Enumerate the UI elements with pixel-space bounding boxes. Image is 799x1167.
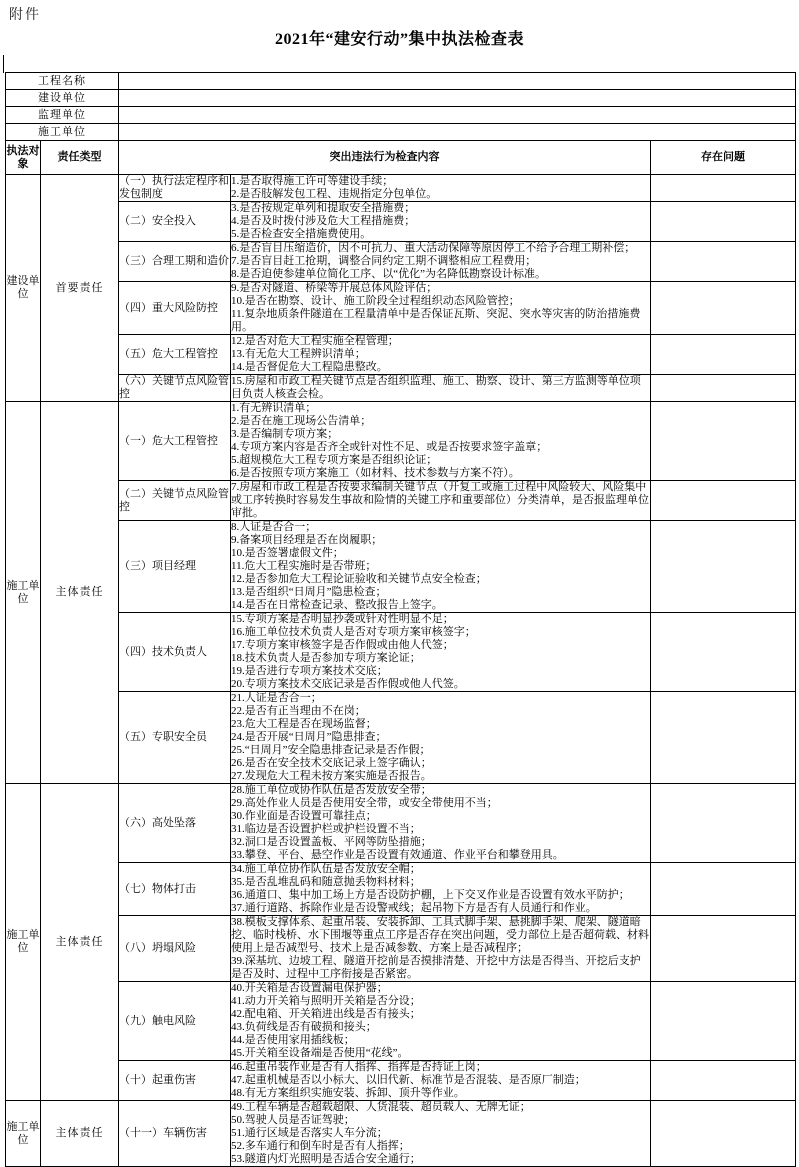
check-row	[6, 402, 796, 481]
check-item: 24.是否开展“日周月”隐患排查；	[231, 731, 387, 743]
check-item: 7.房屋和市政工程是否按要求编制关键节点（开复工或施工过程中风险较大、风险集中或工序转换时容易发生事故和险情的关键工序和重要部位）分类清单，是否报监理单位审批。	[231, 481, 649, 519]
category-cell: （二）安全投入	[119, 202, 231, 242]
items-cell	[231, 1101, 651, 1167]
info-label: 建设单位	[6, 90, 119, 107]
check-item: 3.是否编制专项方案；	[231, 428, 339, 440]
header-duty: 责任类型	[41, 141, 119, 175]
items-cell	[231, 402, 651, 481]
check-item: 49.工程车辆是否超载超限、人货混装、超员载人、无牌无证；	[231, 1101, 531, 1113]
check-item: 23.危大工程是否在现场监督；	[231, 718, 377, 730]
check-row	[6, 692, 796, 784]
duty-cell: 主体责任	[41, 402, 119, 784]
check-item: 22.是否有正当理由不在岗；	[231, 705, 366, 717]
table-edge-artifact	[3, 55, 4, 73]
check-item: 47.起重机械是否以小标大、以旧代新、标准节是否混装、是否原厂制造；	[231, 1074, 586, 1086]
category-cell: （四）技术负责人	[119, 613, 231, 692]
check-item: 14.是否在日常检查记录、整改报告上签字。	[231, 599, 443, 611]
category-cell: （六）高处坠落	[119, 784, 231, 863]
check-row	[6, 521, 796, 613]
category-cell: （一）危大工程管控	[119, 402, 231, 481]
check-item: 51.通行区域是否落实人车分流；	[231, 1127, 388, 1139]
info-value	[119, 73, 796, 90]
check-item: 14.是否督促危大工程隐患整改。	[231, 361, 388, 373]
check-item: 48.有无方案组织实施安装、拆卸、顶升等作业。	[231, 1087, 465, 1099]
check-row	[6, 916, 796, 982]
category-cell: （一）执行法定程序和发包制度	[119, 175, 229, 200]
check-item: 3.是否按规定单列和提取安全措施费；	[231, 202, 416, 214]
check-item: 26.是否在安全技术交底记录上签字确认；	[231, 757, 432, 769]
check-item: 18.技术负责人是否参加专项方案论证；	[231, 652, 421, 664]
category-cell: （八）坍塌风险	[119, 916, 231, 982]
check-item: 11.危大工程实施时是否带班；	[231, 560, 377, 572]
target-cell: 施工单位	[6, 1101, 41, 1167]
check-item: 45.开关箱至设备端是否使用“花线”。	[231, 1047, 409, 1059]
check-item: 9.备案项目经理是否在岗履职；	[231, 534, 383, 546]
check-item: 20.专项方案技术交底记录是否作假或他人代签。	[231, 678, 465, 690]
category-cell: （九）触电风险	[119, 982, 231, 1061]
check-row	[6, 202, 796, 242]
check-item: 12.是否参加危大工程论证验收和关键节点安全检查；	[231, 573, 487, 585]
check-item: 13.是否组织“日周月”隐患检查；	[231, 586, 387, 598]
category-cell: （六）关键节点风险管控	[119, 375, 229, 400]
check-item: 32.洞口是否设置盖板、平网等防坠措施；	[231, 836, 432, 848]
check-item: 31.临边是否设置护栏或护栏设置不当；	[231, 823, 421, 835]
issue-cell	[651, 282, 796, 335]
issue-cell	[651, 692, 796, 784]
check-item: 17.专项方案审核签字是否作假或由他人代签；	[231, 639, 454, 651]
info-value	[119, 124, 796, 141]
duty-cell: 主体责任	[41, 784, 119, 1101]
check-item: 50.驾驶人员是否证驾驶；	[231, 1114, 355, 1126]
category-cell: （三）项目经理	[119, 521, 231, 613]
info-row	[6, 90, 796, 107]
issue-cell	[651, 863, 796, 916]
items-cell	[231, 375, 651, 402]
target-cell: 施工单位	[6, 402, 41, 784]
check-item: 28.施工单位或协作队伍是否发放安全带；	[231, 784, 432, 796]
check-item: 8.是否迫使参建单位简化工序、以“优化”为名降低勘察设计标准。	[231, 268, 547, 280]
check-item: 2.是否肢解发包工程、违规指定分包单位。	[231, 188, 438, 200]
check-item: 9.是否对隧道、桥梁等开展总体风险评估；	[231, 282, 438, 294]
check-item: 27.发现危大工程未按方案实施是否报告。	[231, 770, 432, 782]
check-item: 21.人证是否合一；	[231, 692, 322, 704]
check-item: 10.是否签署虚假文件；	[231, 547, 344, 559]
duty-cell: 首要责任	[41, 175, 119, 402]
check-item: 53.隧道内灯光照明是否适合安全通行；	[231, 1153, 421, 1165]
check-item: 7.是否盲目赶工抢期，调整合同约定工期不调整相应工程费用；	[231, 255, 537, 267]
check-item: 1.有无辨识清单；	[231, 402, 317, 414]
check-item: 30.作业面是否设置可靠挂点；	[231, 810, 377, 822]
check-item: 15.房屋和市政工程关键节点是否组织监理、施工、勘察、设计、第三方监测等单位项目负责人核查会检。	[231, 375, 641, 400]
check-item: 33.攀登、平台、悬空作业是否设置有效通道、作业平台和攀登用具。	[231, 849, 564, 861]
issue-cell	[651, 521, 796, 613]
header-issues: 存在问题	[651, 141, 796, 175]
items-cell	[231, 692, 651, 784]
issue-cell	[651, 613, 796, 692]
check-item: 2.是否在施工现场公告清单；	[231, 415, 372, 427]
check-item: 19.是否进行专项方案技术交底；	[231, 665, 388, 677]
check-item: 52.多车通行和倒车时是否有人指挥；	[231, 1140, 410, 1152]
category-cell: （十一）车辆伤害	[119, 1101, 231, 1167]
check-item: 11.复杂地质条件隧道在工程量清单中是否保证瓦斯、突泥、突水等灾害的防治措施费用。	[231, 308, 641, 333]
check-item: 37.通行道路、拆除作业是否设警戒线；起吊物下方是否有人员通行和作业。	[231, 902, 597, 914]
issue-cell	[651, 1101, 796, 1167]
check-row	[6, 175, 796, 202]
items-cell	[231, 916, 651, 982]
check-row	[6, 982, 796, 1061]
info-label: 监理单位	[6, 107, 119, 124]
check-row	[6, 335, 796, 375]
info-value	[119, 90, 796, 107]
info-row	[6, 107, 796, 124]
check-item: 25.“日周月”安全隐患排查记录是否作假；	[231, 744, 431, 756]
items-cell	[231, 335, 651, 375]
check-item: 40.开关箱是否设置漏电保护器；	[231, 982, 388, 994]
check-item: 10.是否在勘察、设计、施工阶段全过程组织动态风险管控；	[231, 295, 520, 307]
target-cell: 建设单位	[6, 175, 41, 402]
items-cell	[231, 242, 651, 282]
check-item: 35.是否乱堆乱码和随意抛丢物料材料；	[231, 876, 421, 888]
check-item: 4.专项方案内容是否齐全或针对性不足、或是否按要求签字盖章；	[231, 441, 548, 453]
check-item: 34.施工单位协作队伍是否发放安全帽；	[231, 863, 421, 875]
check-item: 41.动力开关箱与照明开关箱是否分设；	[231, 995, 421, 1007]
check-row	[6, 242, 796, 282]
category-cell: （二）关键节点风险管控	[119, 481, 231, 521]
check-item: 46.起重吊装作业是否有人指挥、指挥是否持证上岗；	[231, 1061, 487, 1073]
items-cell	[231, 521, 651, 613]
category-cell: （五）危大工程管控	[119, 335, 231, 375]
issue-cell	[651, 375, 796, 402]
check-row	[6, 282, 796, 335]
duty-cell: 主体责任	[41, 1101, 119, 1167]
check-item: 38.模板支撑体系、起重吊装、安装拆卸、工具式脚手架、悬挑脚手架、爬架、隧道暗挖、临时栈桥、水下围堰等重点工序是否存在突出问题，受力部位上是否超荷载、材料使用上是否减型号、技术上是否减参数、方案上是否减程序；	[231, 916, 649, 954]
check-item: 6.是否按照专项方案施工（如材料、技术参数与方案不符）。	[231, 467, 520, 479]
items-cell	[231, 481, 651, 521]
issue-cell	[651, 335, 796, 375]
issue-cell	[651, 202, 796, 242]
issue-cell	[651, 1061, 796, 1101]
items-cell	[231, 175, 651, 202]
info-row	[6, 73, 796, 90]
info-label: 施工单位	[6, 124, 119, 141]
category-cell: （七）物体打击	[119, 863, 231, 916]
check-row	[6, 863, 796, 916]
check-item: 29.高处作业人员是否使用安全带，或安全带使用不当；	[231, 797, 498, 809]
check-item: 13.有无危大工程辨识清单；	[231, 348, 366, 360]
items-cell	[231, 613, 651, 692]
issue-cell	[651, 916, 796, 982]
check-item: 5.超规模危大工程专项方案是否组织论证；	[231, 454, 438, 466]
attachment-label: 附件	[9, 8, 41, 23]
issue-cell	[651, 784, 796, 863]
check-item: 12.是否对危大工程实施全程管理；	[231, 335, 399, 347]
inspection-table	[5, 72, 796, 1167]
check-item: 43.负荷线是否有破损和接头；	[231, 1021, 377, 1033]
check-item: 1.是否取得施工许可等建设手续；	[231, 175, 394, 187]
items-cell	[231, 282, 651, 335]
check-item: 15.专项方案是否明显抄袭或针对性明显不足；	[231, 613, 454, 625]
check-item: 16.施工单位技术负责人是否对专项方案审核签字；	[231, 626, 476, 638]
check-item: 44.是否使用家用插线板；	[231, 1034, 355, 1046]
check-row	[6, 1061, 796, 1101]
check-row	[6, 375, 796, 402]
check-item: 39.深基坑、边坡工程、隧道开挖前是否摸排清楚、开挖中方法是否得当、开挖后支护是否及时、过程中工序衔接是否紧密。	[231, 955, 641, 980]
info-row	[6, 124, 796, 141]
info-label: 工程名称	[6, 73, 119, 90]
category-cell: （十）起重伤害	[119, 1061, 231, 1101]
target-cell: 施工单位	[6, 784, 41, 1101]
check-item: 5.是否检查安全措施费使用。	[231, 228, 372, 240]
category-cell: （四）重大风险防控	[119, 282, 231, 335]
issue-cell	[651, 402, 796, 481]
table-header-row	[6, 141, 796, 175]
check-row	[6, 481, 796, 521]
category-cell: （五）专职安全员	[119, 692, 231, 784]
header-target: 执法对象	[6, 141, 41, 175]
info-value	[119, 107, 796, 124]
items-cell	[231, 1061, 651, 1101]
header-content: 突出违法行为检查内容	[119, 141, 651, 175]
items-cell	[231, 982, 651, 1061]
check-item: 42.配电箱、开关箱进出线是否有接头；	[231, 1008, 421, 1020]
issue-cell	[651, 175, 796, 202]
check-item: 36.通道口、集中加工场上方是否设防护棚，上下交叉作业是否设置有效水平防护；	[231, 889, 630, 901]
check-row	[6, 613, 796, 692]
issue-cell	[651, 242, 796, 282]
check-item: 4.是否及时拨付涉及危大工程措施费；	[231, 215, 416, 227]
issue-cell	[651, 982, 796, 1061]
issue-cell	[651, 481, 796, 521]
items-cell	[231, 863, 651, 916]
check-row	[6, 1101, 796, 1167]
items-cell	[231, 784, 651, 863]
items-cell	[231, 202, 651, 242]
check-row	[6, 784, 796, 863]
check-item: 6.是否盲目压缩造价，因不可抗力、重大活动保障等原因停工不给予合理工期补偿；	[231, 242, 636, 254]
page-title: 2021年“建安行动”集中执法检查表	[274, 31, 524, 48]
category-cell: （三）合理工期和造价	[119, 242, 231, 282]
check-item: 8.人证是否合一；	[231, 521, 317, 533]
